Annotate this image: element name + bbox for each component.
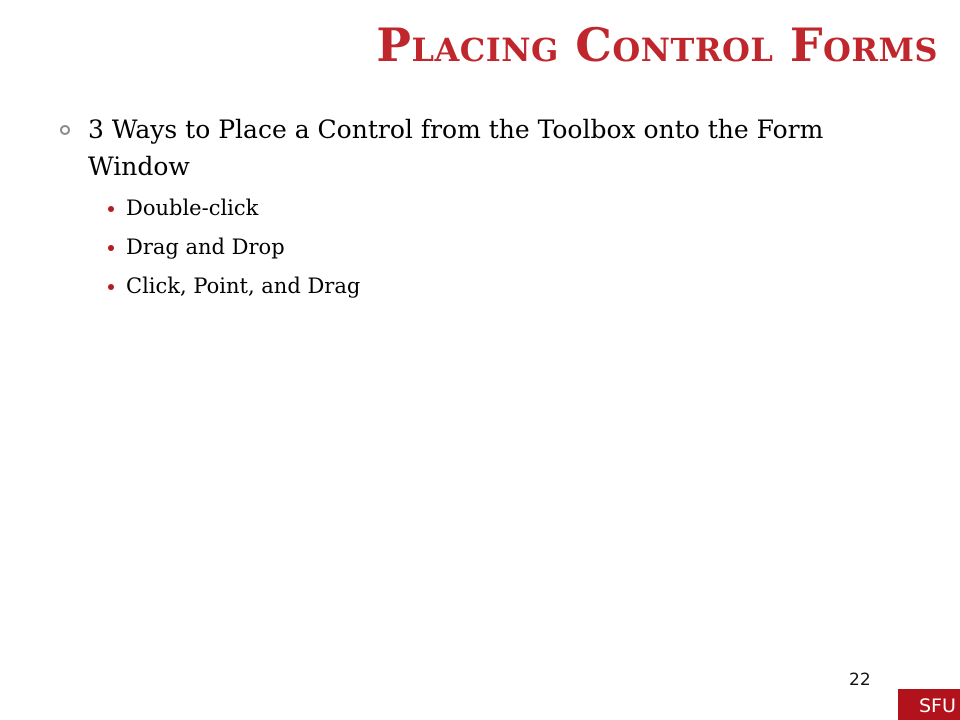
page-number: 22	[849, 670, 871, 690]
main-bullet-text: 3 Ways to Place a Control from the Toolbox onto the Form Window	[88, 115, 824, 181]
sub-bullet-item	[106, 189, 918, 228]
sub-bullet-text: Drag and Drop	[126, 235, 285, 259]
dot-bullet-icon	[108, 284, 114, 290]
dot-bullet-icon	[108, 206, 114, 212]
ring-bullet-icon	[60, 125, 70, 135]
slide-title: Placing Control Forms	[376, 18, 938, 72]
sub-bullet-list	[58, 189, 918, 306]
sfu-logo	[898, 689, 960, 720]
sub-bullet-text: Click, Point, and Drag	[126, 274, 361, 298]
sub-bullet-item	[106, 228, 918, 267]
sub-bullet-item	[106, 267, 918, 306]
sub-bullet-text: Double-click	[126, 196, 259, 220]
main-bullet-item	[58, 111, 918, 185]
sfu-logo-text: SFU	[919, 695, 956, 717]
slide-content	[58, 111, 918, 306]
dot-bullet-icon	[108, 245, 114, 251]
